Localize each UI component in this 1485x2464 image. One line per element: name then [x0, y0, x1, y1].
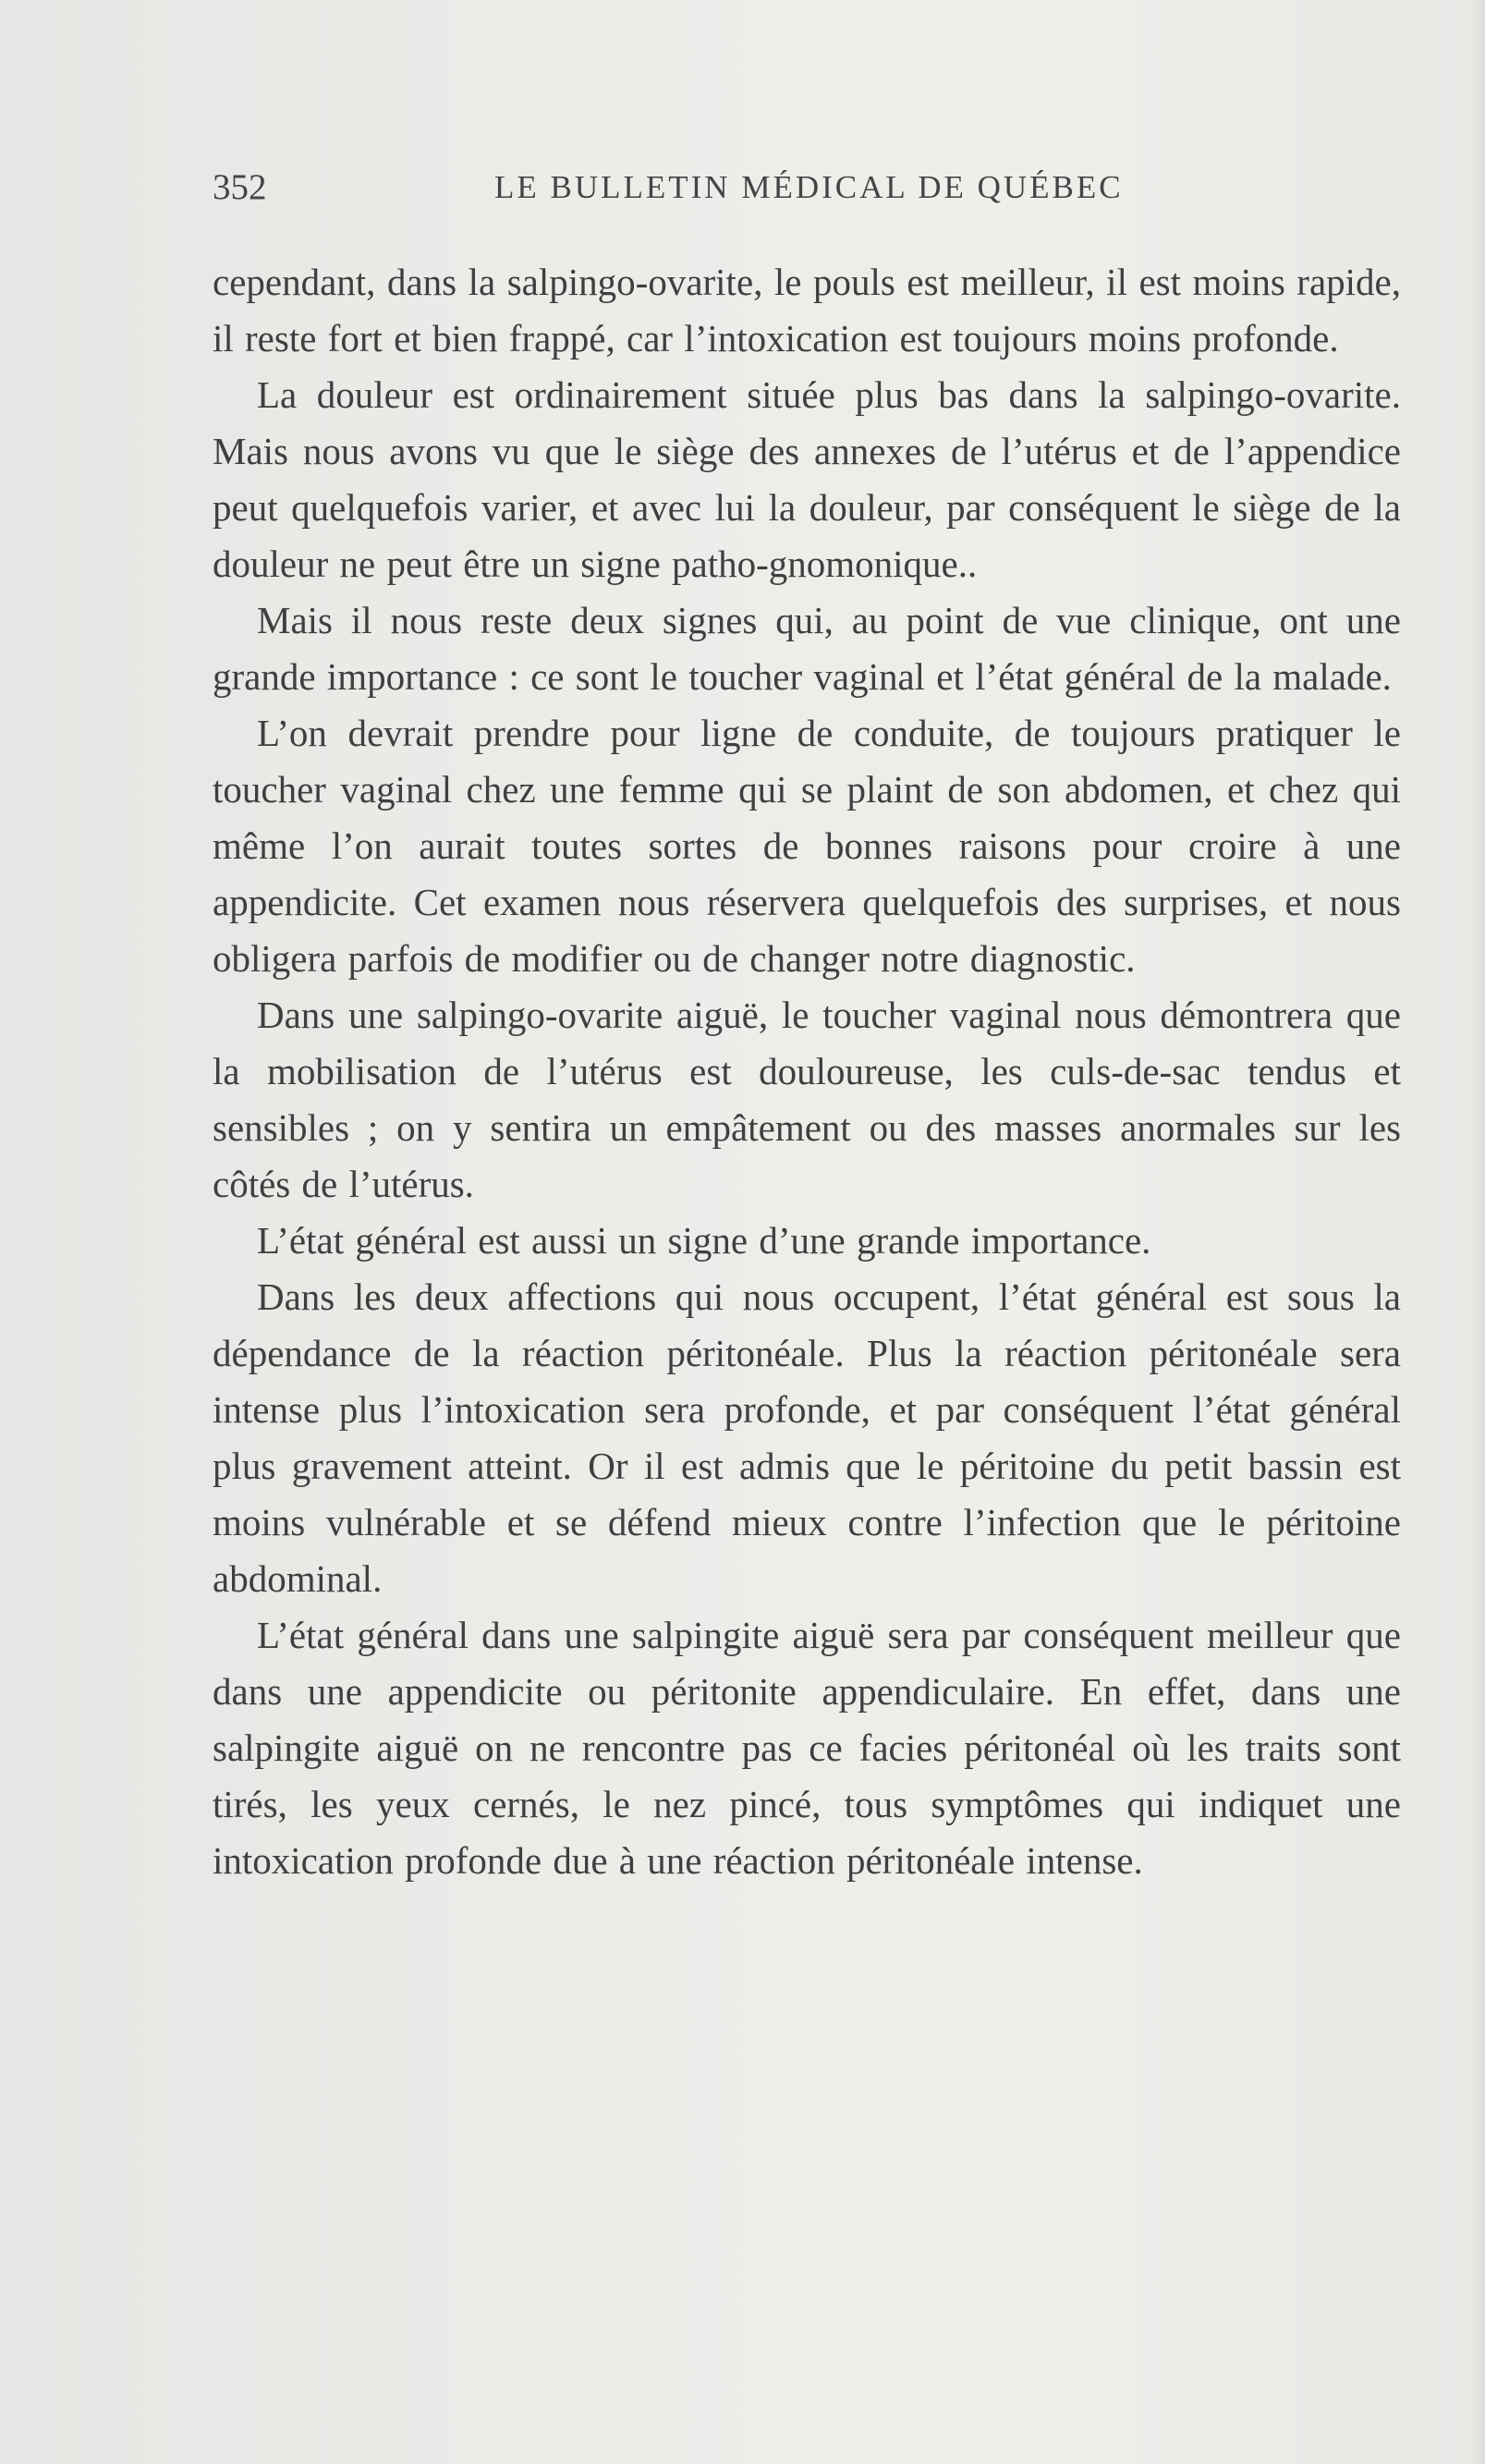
paragraph: La douleur est ordinairement située plus bas dans la salpingo-ovarite. Mais nous avons vu que le siège des annexes de l’utérus et de l’appendice peut quelquefois varier, et avec lui la douleur, par conséquent le siège de la douleur ne peut être un signe patho-gnomonique..	[213, 373, 1401, 585]
paragraph: cependant, dans la salpingo-ovarite, le pouls est meilleur, il est moins rapide, il reste fort et bien frappé, car l’intoxication est toujours moins profonde.	[213, 261, 1401, 360]
running-head	[213, 165, 1401, 211]
paragraph: Dans les deux affections qui nous occupent, l’état général est sous la dépendance de la réaction péritonéale. Plus la réaction péritonéale sera intense plus l’intoxication sera profonde, et par conséquent l’état général plus gravement atteint. Or il est admis que le péritoine du petit bassin est moins vulnérable et se défend mieux contre l’infection que le péritoine abdominal.	[213, 1275, 1401, 1600]
body-text	[213, 254, 1401, 1889]
paragraph: L’état général est aussi un signe d’une grande importance.	[257, 1219, 1151, 1262]
paragraph: L’on devrait prendre pour ligne de conduite, de toujours pratiquer le toucher vaginal chez une femme qui se plaint de son abdomen, et chez qui même l’on aurait toutes sortes de bonnes raisons pour croire à une appendicite. Cet examen nous réservera quelquefois des surprises, et nous obligera parfois de modifier ou de changer notre diagnostic.	[213, 712, 1401, 980]
page-number: 352	[213, 167, 267, 207]
paragraph: Dans une salpingo-ovarite aiguë, le toucher vaginal nous démontrera que la mobilisation de l’utérus est douloureuse, les culs-de-sac tendus et sensibles ; on y sentira un empâtement ou des masses anormales sur les côtés de l’utérus.	[213, 994, 1401, 1205]
paragraph: Mais il nous reste deux signes qui, au point de vue clinique, ont une grande importance : ce sont le toucher vaginal et l’état général de la malade.	[213, 599, 1401, 698]
page-edge-shadow	[1472, 0, 1485, 2464]
paragraph: L’état général dans une salpingite aiguë sera par conséquent meilleur que dans une appendicite ou péritonite appendiculaire. En effet, dans une salpingite aiguë on ne rencontre pas ce facies péritonéal où les traits sont tirés, les yeux cernés, le nez pincé, tous symptômes qui indiquet une intoxication profonde due à une réaction péritonéale intense.	[213, 1614, 1401, 1882]
journal-title: LE BULLETIN MÉDICAL DE QUÉBEC	[494, 169, 1124, 205]
